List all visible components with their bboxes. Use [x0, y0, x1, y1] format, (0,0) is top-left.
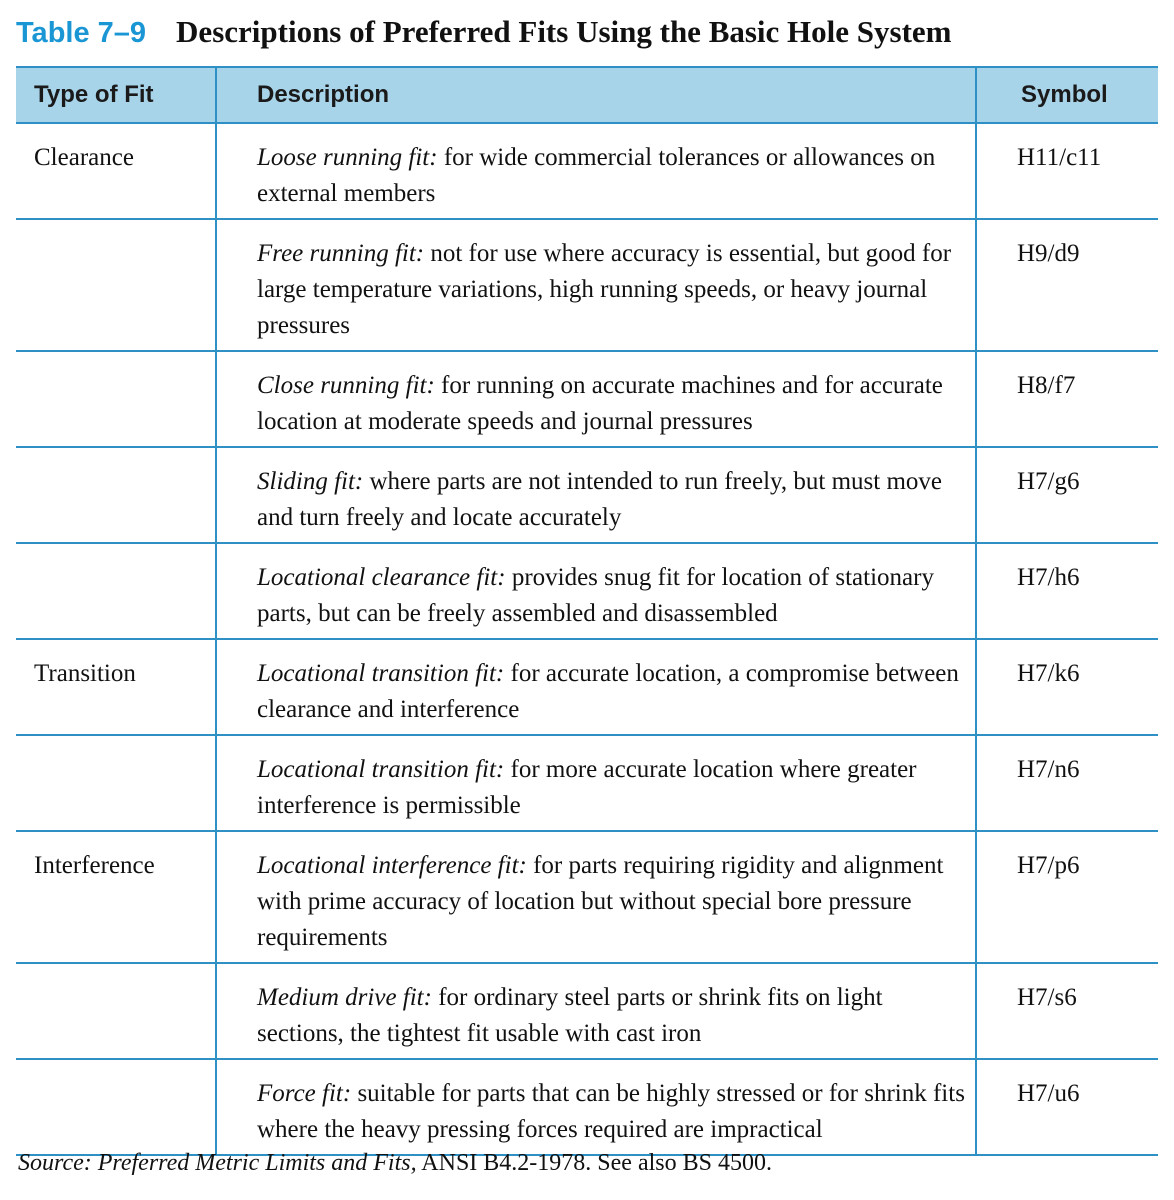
fit-name: Locational transition fit:: [257, 660, 505, 687]
description-cell: [216, 447, 976, 543]
fit-type-cell: Clearance: [16, 123, 216, 219]
table-row: [16, 351, 1158, 447]
description-cell: [216, 735, 976, 831]
fit-description: provides snug fit for location of stationary parts, but can be freely assembled and disassembled: [257, 564, 934, 627]
description-cell: [216, 963, 976, 1059]
table-row: [16, 831, 1158, 963]
symbol-cell: H7/h6: [976, 543, 1158, 639]
fit-name: Free running fit:: [257, 240, 425, 267]
fit-name: Sliding fit:: [257, 468, 364, 495]
symbol-cell: H7/n6: [976, 735, 1158, 831]
fit-type-cell: [16, 543, 216, 639]
symbol-cell: H9/d9: [976, 219, 1158, 351]
fits-table: [16, 66, 1158, 1156]
header-row: [16, 67, 1158, 123]
header-description: Description: [216, 67, 976, 123]
table-row: [16, 639, 1158, 735]
description-cell: [216, 219, 976, 351]
table-row: [16, 963, 1158, 1059]
symbol-cell: H11/c11: [976, 123, 1158, 219]
table-title-bar: [16, 14, 952, 58]
fit-type-cell: [16, 1059, 216, 1155]
fit-description: for parts requiring rigidity and alignment with prime accuracy of location but without special bore pressure requirements: [257, 852, 944, 951]
fit-name: Medium drive fit:: [257, 984, 432, 1011]
symbol-cell: H7/k6: [976, 639, 1158, 735]
table-title: Descriptions of Preferred Fits Using the Basic Hole System: [176, 14, 952, 49]
symbol-cell: H7/u6: [976, 1059, 1158, 1155]
table-row: [16, 1059, 1158, 1155]
header-symbol: Symbol: [976, 67, 1158, 123]
fit-type-cell: [16, 219, 216, 351]
fit-name: Locational interference fit:: [257, 852, 527, 879]
fit-type-cell: [16, 351, 216, 447]
fit-type-cell: [16, 963, 216, 1059]
description-cell: [216, 123, 976, 219]
table-row: [16, 447, 1158, 543]
fit-type-cell: Transition: [16, 639, 216, 735]
fit-name: Locational clearance fit:: [257, 564, 506, 591]
description-cell: [216, 351, 976, 447]
fit-description: for running on accurate machines and for accurate location at moderate speeds and journal pressures: [257, 372, 943, 435]
source-note: [18, 1150, 772, 1177]
table-row: [16, 123, 1158, 219]
description-cell: [216, 831, 976, 963]
fit-name: Close running fit:: [257, 372, 435, 399]
fit-description: for accurate location, a compromise between clearance and interference: [257, 660, 959, 723]
fit-description: for wide commercial tolerances or allowances on external members: [257, 144, 936, 207]
fit-description: for more accurate location where greater interference is permissible: [257, 756, 917, 819]
symbol-cell: H7/g6: [976, 447, 1158, 543]
fit-description: for ordinary steel parts or shrink fits on light sections, the tightest fit usable with cast iron: [257, 984, 883, 1047]
table-body: [16, 123, 1158, 1155]
fit-description: not for use where accuracy is essential, but good for large temperature variations, high running speeds, or heavy journal pressures: [257, 240, 952, 339]
fit-type-cell: [16, 735, 216, 831]
symbol-cell: H7/p6: [976, 831, 1158, 963]
symbol-cell: H7/s6: [976, 963, 1158, 1059]
table-row: [16, 543, 1158, 639]
table-number: Table 7–9: [16, 17, 147, 49]
fit-type-cell: [16, 447, 216, 543]
source-text: ANSI B4.2-1978. See also BS 4500.: [421, 1150, 772, 1176]
symbol-cell: H8/f7: [976, 351, 1158, 447]
table-row: [16, 219, 1158, 351]
fit-name: Locational transition fit:: [257, 756, 505, 783]
description-cell: [216, 639, 976, 735]
fit-type-cell: Interference: [16, 831, 216, 963]
fit-description: where parts are not intended to run freely, but must move and turn freely and locate accurately: [257, 468, 943, 531]
description-cell: [216, 543, 976, 639]
fit-name: Loose running fit:: [257, 144, 438, 171]
table-row: [16, 735, 1158, 831]
fit-description: suitable for parts that can be highly stressed or for shrink fits where the heavy pressing forces required are impractical: [257, 1080, 965, 1143]
source-label: Source: Preferred Metric Limits and Fits,: [18, 1150, 417, 1176]
header-type-of-fit: Type of Fit: [16, 67, 216, 123]
description-cell: [216, 1059, 976, 1155]
fit-name: Force fit:: [257, 1080, 352, 1107]
